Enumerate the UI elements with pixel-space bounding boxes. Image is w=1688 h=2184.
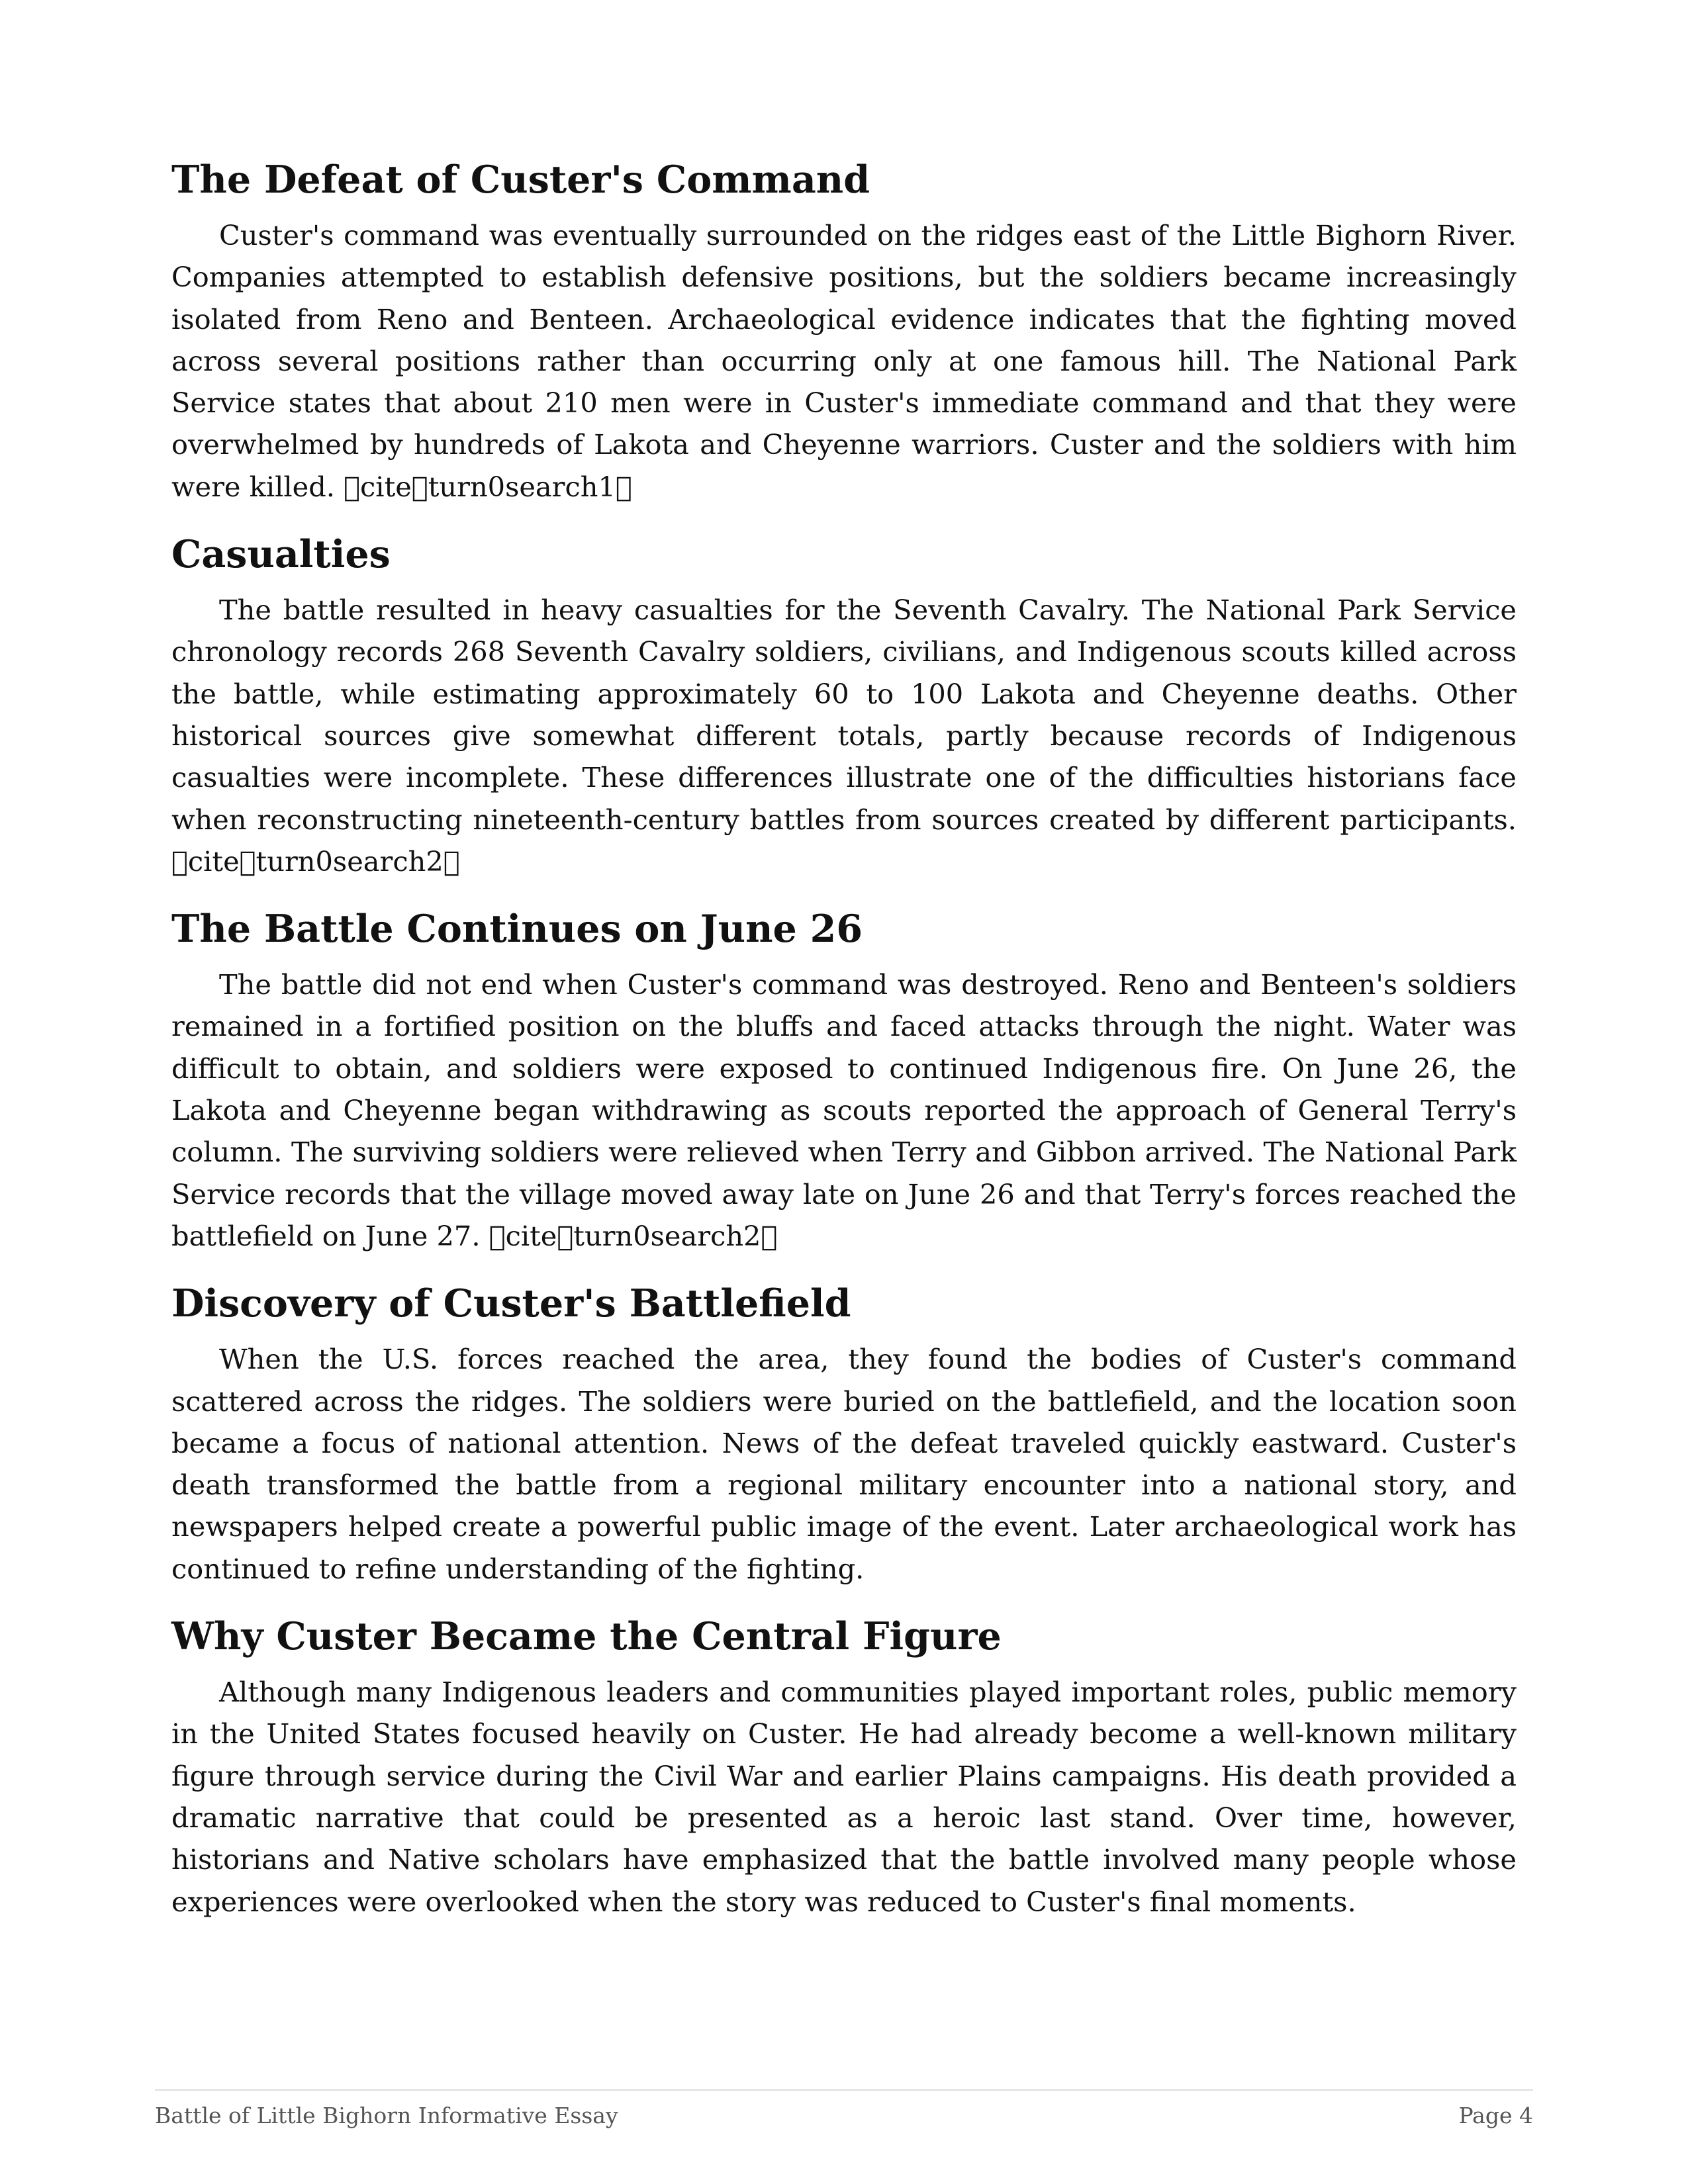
section-heading-discovery: Discovery of Custer's Battlefield <box>171 1281 851 1326</box>
section-paragraph-central-figure: Although many Indigenous leaders and communities played important roles, public memory in the United States focused heavily on Custer. He had already become a well-known military figure through service during the Civil War and earlier Plains campaigns. His death provided a dramatic narrative that could be presented as a heroic last stand. Over time, however, historians and Native scholars have emphasized that the battle involved many people whose experiences were overlooked when the story was reduced to Custer's final moments. <box>171 1676 1517 1918</box>
footer-document-title: Battle of Little Bighorn Informative Essay <box>155 2103 618 2128</box>
footer-divider <box>155 2089 1533 2091</box>
section-heading-central-figure: Why Custer Became the Central Figure <box>171 1614 1002 1659</box>
document-body <box>171 156 1517 1946</box>
section-heading-casualties: Casualties <box>171 532 391 577</box>
section-paragraph-casualties: The battle resulted in heavy casualties for the Seventh Cavalry. The National Park Service chronology records 268 Seventh Cavalry soldiers, civilians, and Indigenous scouts killed across the battle, while estimating approximately 60 to 100 Lakota and Cheyenne deaths. Other historical sources give somewhat different totals, partly because records of Indigenous casualties were incomplete. These differences illustrate one of the difficulties historians face when reconstructing nineteenth-century battles from sources created by different participants. cite turn0search2 <box>171 594 1517 878</box>
section-paragraph-discovery: When the U.S. forces reached the area, they found the bodies of Custer's command scattered across the ridges. The soldiers were buried on the battlefield, and the location soon became a focus of national attention. News of the defeat traveled quickly eastward. Custer's death transformed the battle from a regional military encounter into a national story, and newspapers helped create a powerful public image of the event. Later archaeological work has continued to refine understanding of the fighting. <box>171 1343 1517 1585</box>
footer-page-number: Page 4 <box>1458 2103 1533 2128</box>
page-footer <box>155 2099 1533 2132</box>
section-heading-june-26: The Battle Continues on June 26 <box>171 907 863 952</box>
section-paragraph-june-26: The battle did not end when Custer's command was destroyed. Reno and Benteen's soldiers remained in a fortified position on the bluffs and faced attacks through the night. Water was difficult to obtain, and soldiers were exposed to continued Indigenous fire. On June 26, the Lakota and Cheyenne began withdrawing as scouts reported the approach of General Terry's column. The surviving soldiers were relieved when Terry and Gibbon arrived. The National Park Service records that the village moved away late on June 26 and that Terry's forces reached the battlefield on June 27. cite turn0search2 <box>171 968 1517 1252</box>
section-heading-defeat: The Defeat of Custer's Command <box>171 158 870 202</box>
section-paragraph-defeat: Custer's command was eventually surrounded on the ridges east of the Little Bighorn River. Companies attempted to establish defensive positions, but the soldiers became increasingly isolated from Reno and Benteen. Archaeological evidence indicates that the fighting moved across several positions rather than occurring only at one famous hill. The National Park Service states that about 210 men were in Custer's immediate command and that they were overwhelmed by hundreds of Lakota and Cheyenne warriors. Custer and the soldiers with him were killed. cite turn0search1 <box>171 219 1517 503</box>
